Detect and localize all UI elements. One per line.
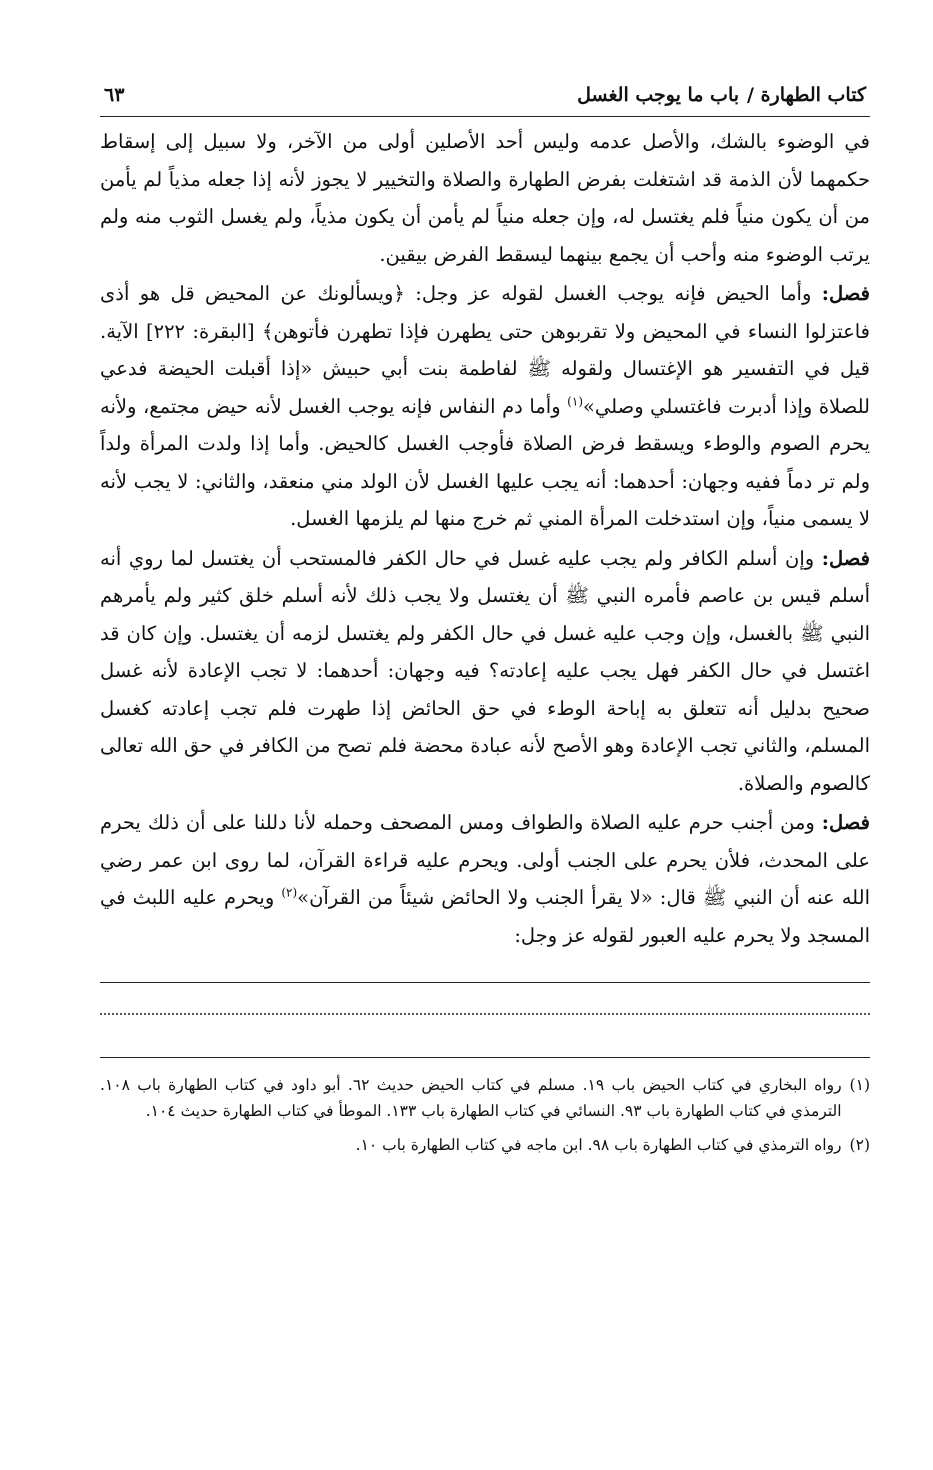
header-title <box>577 84 866 106</box>
section-label: فصل: <box>821 546 870 570</box>
footnote-ref-2[interactable]: (٢) <box>281 885 298 900</box>
paragraph-1 <box>100 123 870 273</box>
footnote-2 <box>100 1132 870 1158</box>
text-end-rule <box>100 982 870 983</box>
dotted-separator <box>100 999 870 1015</box>
paragraph-4-text: ومن أجنب حرم عليه الصلاة والطواف ومس المصحف وحمله لأنا دللنا على أن ذلك يحرم على المحدث، فلأن يحرم على الجنب أولى. ويحرم عليه قراءة القرآن، لما روى ابن عمر رضي الله عنه أن النبي ﷺ قال: «لا يقرأ الجنب ولا الحائض شيئاً من القرآن» <box>100 811 870 909</box>
paragraph-4-text-after: ويحرم عليه اللبث في المسجد ولا يحرم عليه العبور لقوله عز وجل: <box>100 886 870 947</box>
footnote-number: (٢) <box>849 1136 870 1154</box>
section-label: فصل: <box>821 811 870 834</box>
page <box>100 84 870 1166</box>
main-text <box>100 123 870 954</box>
section-label: فصل: <box>821 282 870 305</box>
paragraph-2-text-after: وأما دم النفاس فإنه يوجب الغسل لأنه حيض مجتمع، ولأنه يحرم الصوم والوطء ويسقط فرض الصلاة فأوجب الغسل كالحيض. وأما إذا ولدت المرأة ولداً ولم تر دماً ففيه وجهان: أحدهما: أنه يجب عليها الغسل لأن الولد مني منعقد، والثاني: لا يجب لأنه لا يسمى منياً، وإن استدخلت المرأة المني ثم خرج منها لم يلزمها الغسل. <box>100 394 870 530</box>
paragraph-3-text: وإن أسلم الكافر ولم يجب عليه غسل في حال الكفر فالمستحب أن يغتسل لما روي أنه أسلم قيس بن عاصم فأمره النبي ﷺ أن يغتسل ولا يجب ذلك لأنه أسلم خلق كثير ولم يأمرهم النبي ﷺ بالغسل، وإن وجب عليه غسل في حال الكفر ولم يغتسل لزمه أن يغتسل. وإن كان قد اغتسل في حال الكفر فهل يجب عليه إعادته؟ فيه وجهان: أحدهما: لا تجب الإعادة لأنه غسل صحيح بدليل أنه تتعلق به إباحة الوطء في حق الحائض إذا طهرت فلم تجب إعادته كغسل المسلم، والثاني تجب الإعادة وهو الأصح لأنه عبادة محضة فلم تصح من الكافر في حق الله تعالى كالصوم والصلاة. <box>100 546 870 795</box>
header-book: كتاب الطهارة / <box>747 84 866 106</box>
footnotes <box>100 1072 870 1158</box>
header-rule <box>100 116 870 117</box>
running-header <box>100 84 870 112</box>
paragraph-3 <box>100 540 870 803</box>
paragraph-2-text: وأما الحيض فإنه يوجب الغسل لقوله عز وجل: ﴿ويسألونك عن المحيض قل هو أذى فاعتزلوا النساء في المحيض ولا تقربوهن حتى يطهرن فإذا تطهرن فأتوهن﴾ [البقرة: ٢٢٢] الآية. قيل في التفسير هو الإغتسال ولقوله ﷺ لفاطمة بنت أبي حبيش «إذا أقبلت الحيضة فدعي للصلاة وإذا أدبرت فاغتسلي وصلي» <box>100 282 870 418</box>
footnotes-rule <box>100 1057 870 1058</box>
paragraph-2 <box>100 275 870 538</box>
paragraph-1-text: في الوضوء بالشك، والأصل عدمه وليس أحد الأصلين أولى من الآخر، ولا سبيل إلى إسقاط حكمهما لأن الذمة قد اشتغلت بفرض الطهارة والصلاة والتخيير لا يجوز لأنه إذا جعله مذياً لم يأمن من أن يكون منياً فلم يغتسل له، وإن جعله منياً لم يأمن أن يكون مذياً، ولم يغسل الثوب منه ولم يرتب الوضوء منه وأحب أن يجمع بينهما ليسقط الفرض بيقين. <box>100 130 870 266</box>
footnote-text: رواه الترمذي في كتاب الطهارة باب ٩٨. ابن ماجه في كتاب الطهارة باب ١٠. <box>355 1136 842 1154</box>
paragraph-4 <box>100 804 870 954</box>
header-chapter: باب ما يوجب الغسل <box>577 84 740 106</box>
footnote-text: رواه البخاري في كتاب الحيض باب ١٩. مسلم في كتاب الحيض حديث ٦٢. أبو داود في كتاب الطهارة باب ١٠٨. الترمذي في كتاب الطهارة باب ٩٣. النسائي في كتاب الطهارة باب ١٣٣. الموطأ في كتاب الطهارة حديث ١٠٤. <box>100 1076 842 1120</box>
page-number: ٦٣ <box>104 84 125 106</box>
footnote-1 <box>100 1072 870 1124</box>
footnote-number: (١) <box>849 1076 870 1094</box>
footnote-ref-1[interactable]: (١) <box>567 394 583 408</box>
